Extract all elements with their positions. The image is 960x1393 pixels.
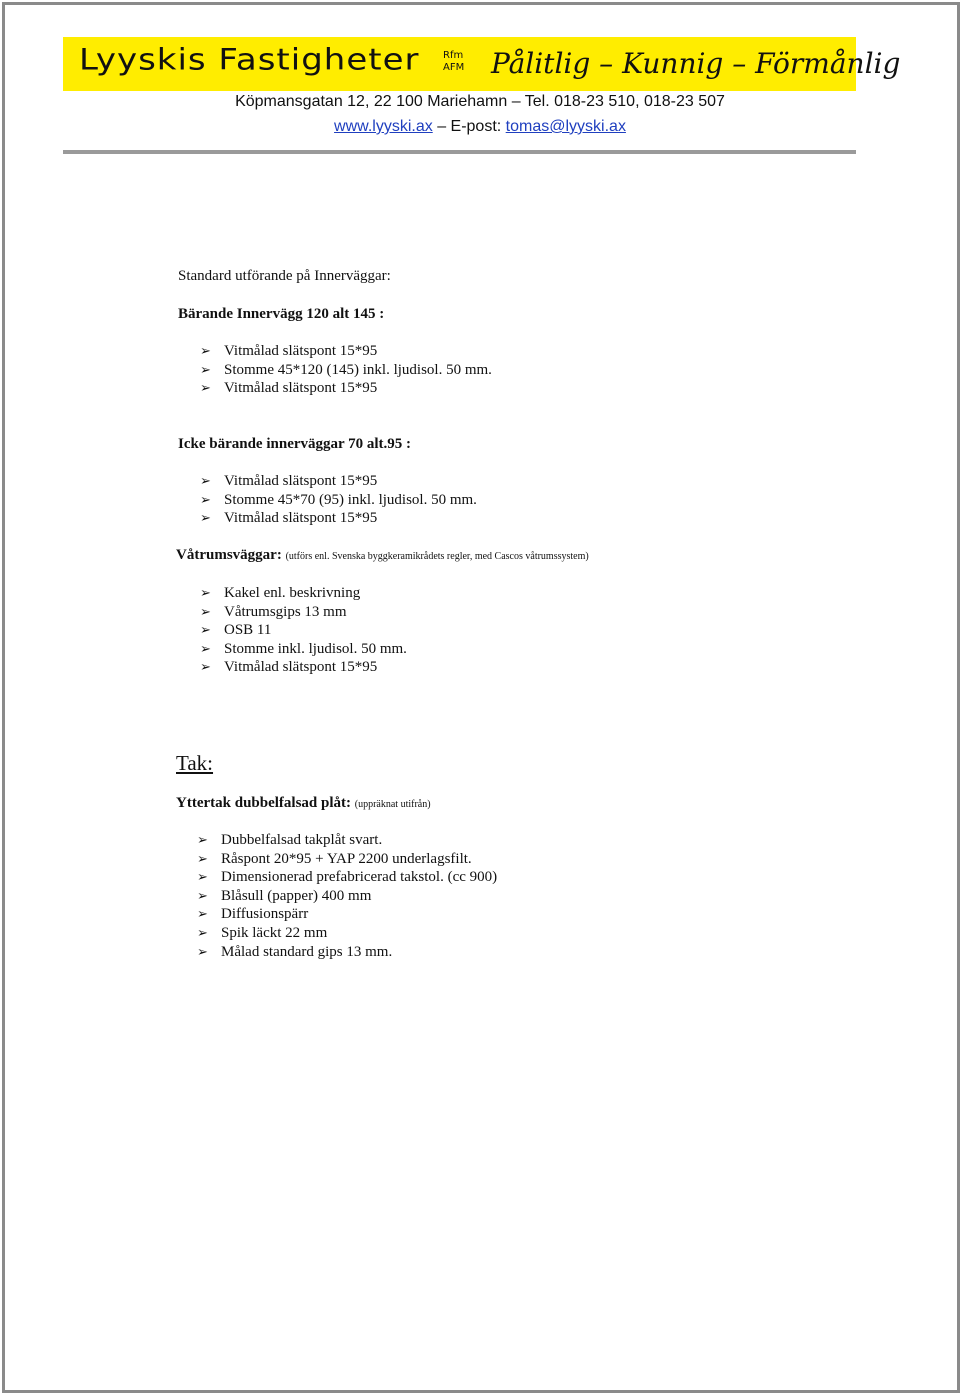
arrow-bullet-icon: ➢ bbox=[200, 660, 211, 676]
arrow-bullet-icon: ➢ bbox=[197, 888, 208, 904]
section-title-barande: Bärande Innervägg 120 alt 145 : bbox=[178, 306, 385, 322]
arrow-bullet-icon: ➢ bbox=[200, 474, 211, 489]
vatrum-note: (utförs enl. Svenska byggkeramikrådets regler, med Cascos våtrumssystem) bbox=[285, 551, 589, 562]
arrow-bullet-icon: ➢ bbox=[197, 925, 208, 941]
list-item: ➢ OSB 11 bbox=[200, 621, 407, 640]
section-title-yttertak bbox=[176, 795, 431, 812]
header-divider bbox=[63, 150, 856, 154]
list-item: ➢ Stomme inkl. ljudisol. 50 mm. bbox=[200, 640, 407, 659]
arrow-bullet-icon: ➢ bbox=[200, 641, 211, 657]
logo-sub-rfm: Rfm bbox=[443, 50, 464, 61]
arrow-bullet-icon: ➢ bbox=[200, 511, 211, 527]
page-frame bbox=[2, 2, 960, 1393]
vatrum-title: Våtrumsväggar: bbox=[176, 547, 282, 563]
logo-certification bbox=[443, 50, 464, 74]
arrow-bullet-icon: ➢ bbox=[200, 362, 211, 378]
arrow-bullet-icon: ➢ bbox=[200, 623, 211, 639]
tak-heading: Tak: bbox=[176, 751, 214, 775]
website-link[interactable]: www.lyyski.ax bbox=[334, 118, 433, 135]
arrow-bullet-icon: ➢ bbox=[197, 907, 208, 923]
arrow-bullet-icon: ➢ bbox=[197, 944, 208, 960]
list-item: ➢ Vitmålad slätspont 15*95 bbox=[200, 658, 407, 677]
email-label: – E-post: bbox=[437, 118, 502, 135]
list-barande bbox=[200, 342, 492, 398]
list-item: ➢ Vitmålad slätspont 15*95 bbox=[200, 342, 492, 361]
yttertak-note: (uppräknat utifrån) bbox=[354, 799, 431, 810]
list-item: ➢ Stomme 45*120 (145) inkl. ljudisol. 50 mm. bbox=[200, 361, 492, 380]
list-item: ➢ Målad standard gips 13 mm. bbox=[197, 943, 497, 962]
arrow-bullet-icon: ➢ bbox=[197, 833, 208, 848]
list-item: ➢ Dimensionerad prefabricerad takstol. (cc 900) bbox=[197, 868, 497, 887]
arrow-bullet-icon: ➢ bbox=[200, 381, 211, 397]
company-logo: Lyyskis Fastigheter bbox=[79, 43, 420, 77]
list-item: ➢ Diffusionspärr bbox=[197, 905, 497, 924]
list-vatrum bbox=[200, 584, 407, 677]
email-link[interactable]: tomas@lyyski.ax bbox=[505, 118, 626, 135]
arrow-bullet-icon: ➢ bbox=[197, 870, 208, 886]
list-item: ➢ Vitmålad slätspont 15*95 bbox=[200, 472, 477, 491]
arrow-bullet-icon: ➢ bbox=[200, 604, 211, 620]
list-item: ➢ Dubbelfalsad takplåt svart. bbox=[197, 831, 497, 850]
arrow-bullet-icon: ➢ bbox=[197, 851, 208, 867]
company-address: Köpmansgatan 12, 22 100 Mariehamn – Tel. 018-23 510, 018-23 507 bbox=[235, 93, 725, 110]
header-banner bbox=[63, 37, 901, 91]
list-item: ➢ Våtrumsgips 13 mm bbox=[200, 603, 407, 622]
list-item: ➢ Råspont 20*95 + YAP 2200 underlagsfilt. bbox=[197, 850, 497, 869]
yttertak-title: Yttertak dubbelfalsad plåt: bbox=[176, 795, 352, 811]
contact-line bbox=[0, 118, 960, 136]
arrow-bullet-icon: ➢ bbox=[200, 344, 211, 359]
arrow-bullet-icon: ➢ bbox=[200, 492, 211, 508]
list-icke-barande bbox=[200, 472, 477, 528]
intro-heading: Standard utförande på Innerväggar: bbox=[178, 268, 391, 284]
list-item: ➢ Blåsull (papper) 400 mm bbox=[197, 887, 497, 906]
section-title-icke-barande: Icke bärande innerväggar 70 alt.95 : bbox=[178, 436, 412, 452]
tagline: Pålitlig – Kunnig – Förmånlig bbox=[491, 47, 901, 80]
arrow-bullet-icon: ➢ bbox=[200, 586, 211, 601]
section-title-vatrum bbox=[176, 547, 589, 564]
list-item: ➢ Vitmålad slätspont 15*95 bbox=[200, 379, 492, 398]
list-yttertak bbox=[197, 831, 497, 961]
list-item: ➢ Spik läckt 22 mm bbox=[197, 924, 497, 943]
logo-sub-afm: AFM bbox=[443, 62, 465, 73]
list-item: ➢ Vitmålad slätspont 15*95 bbox=[200, 509, 477, 528]
list-item: ➢ Kakel enl. beskrivning bbox=[200, 584, 407, 603]
list-item: ➢ Stomme 45*70 (95) inkl. ljudisol. 50 mm. bbox=[200, 491, 477, 510]
